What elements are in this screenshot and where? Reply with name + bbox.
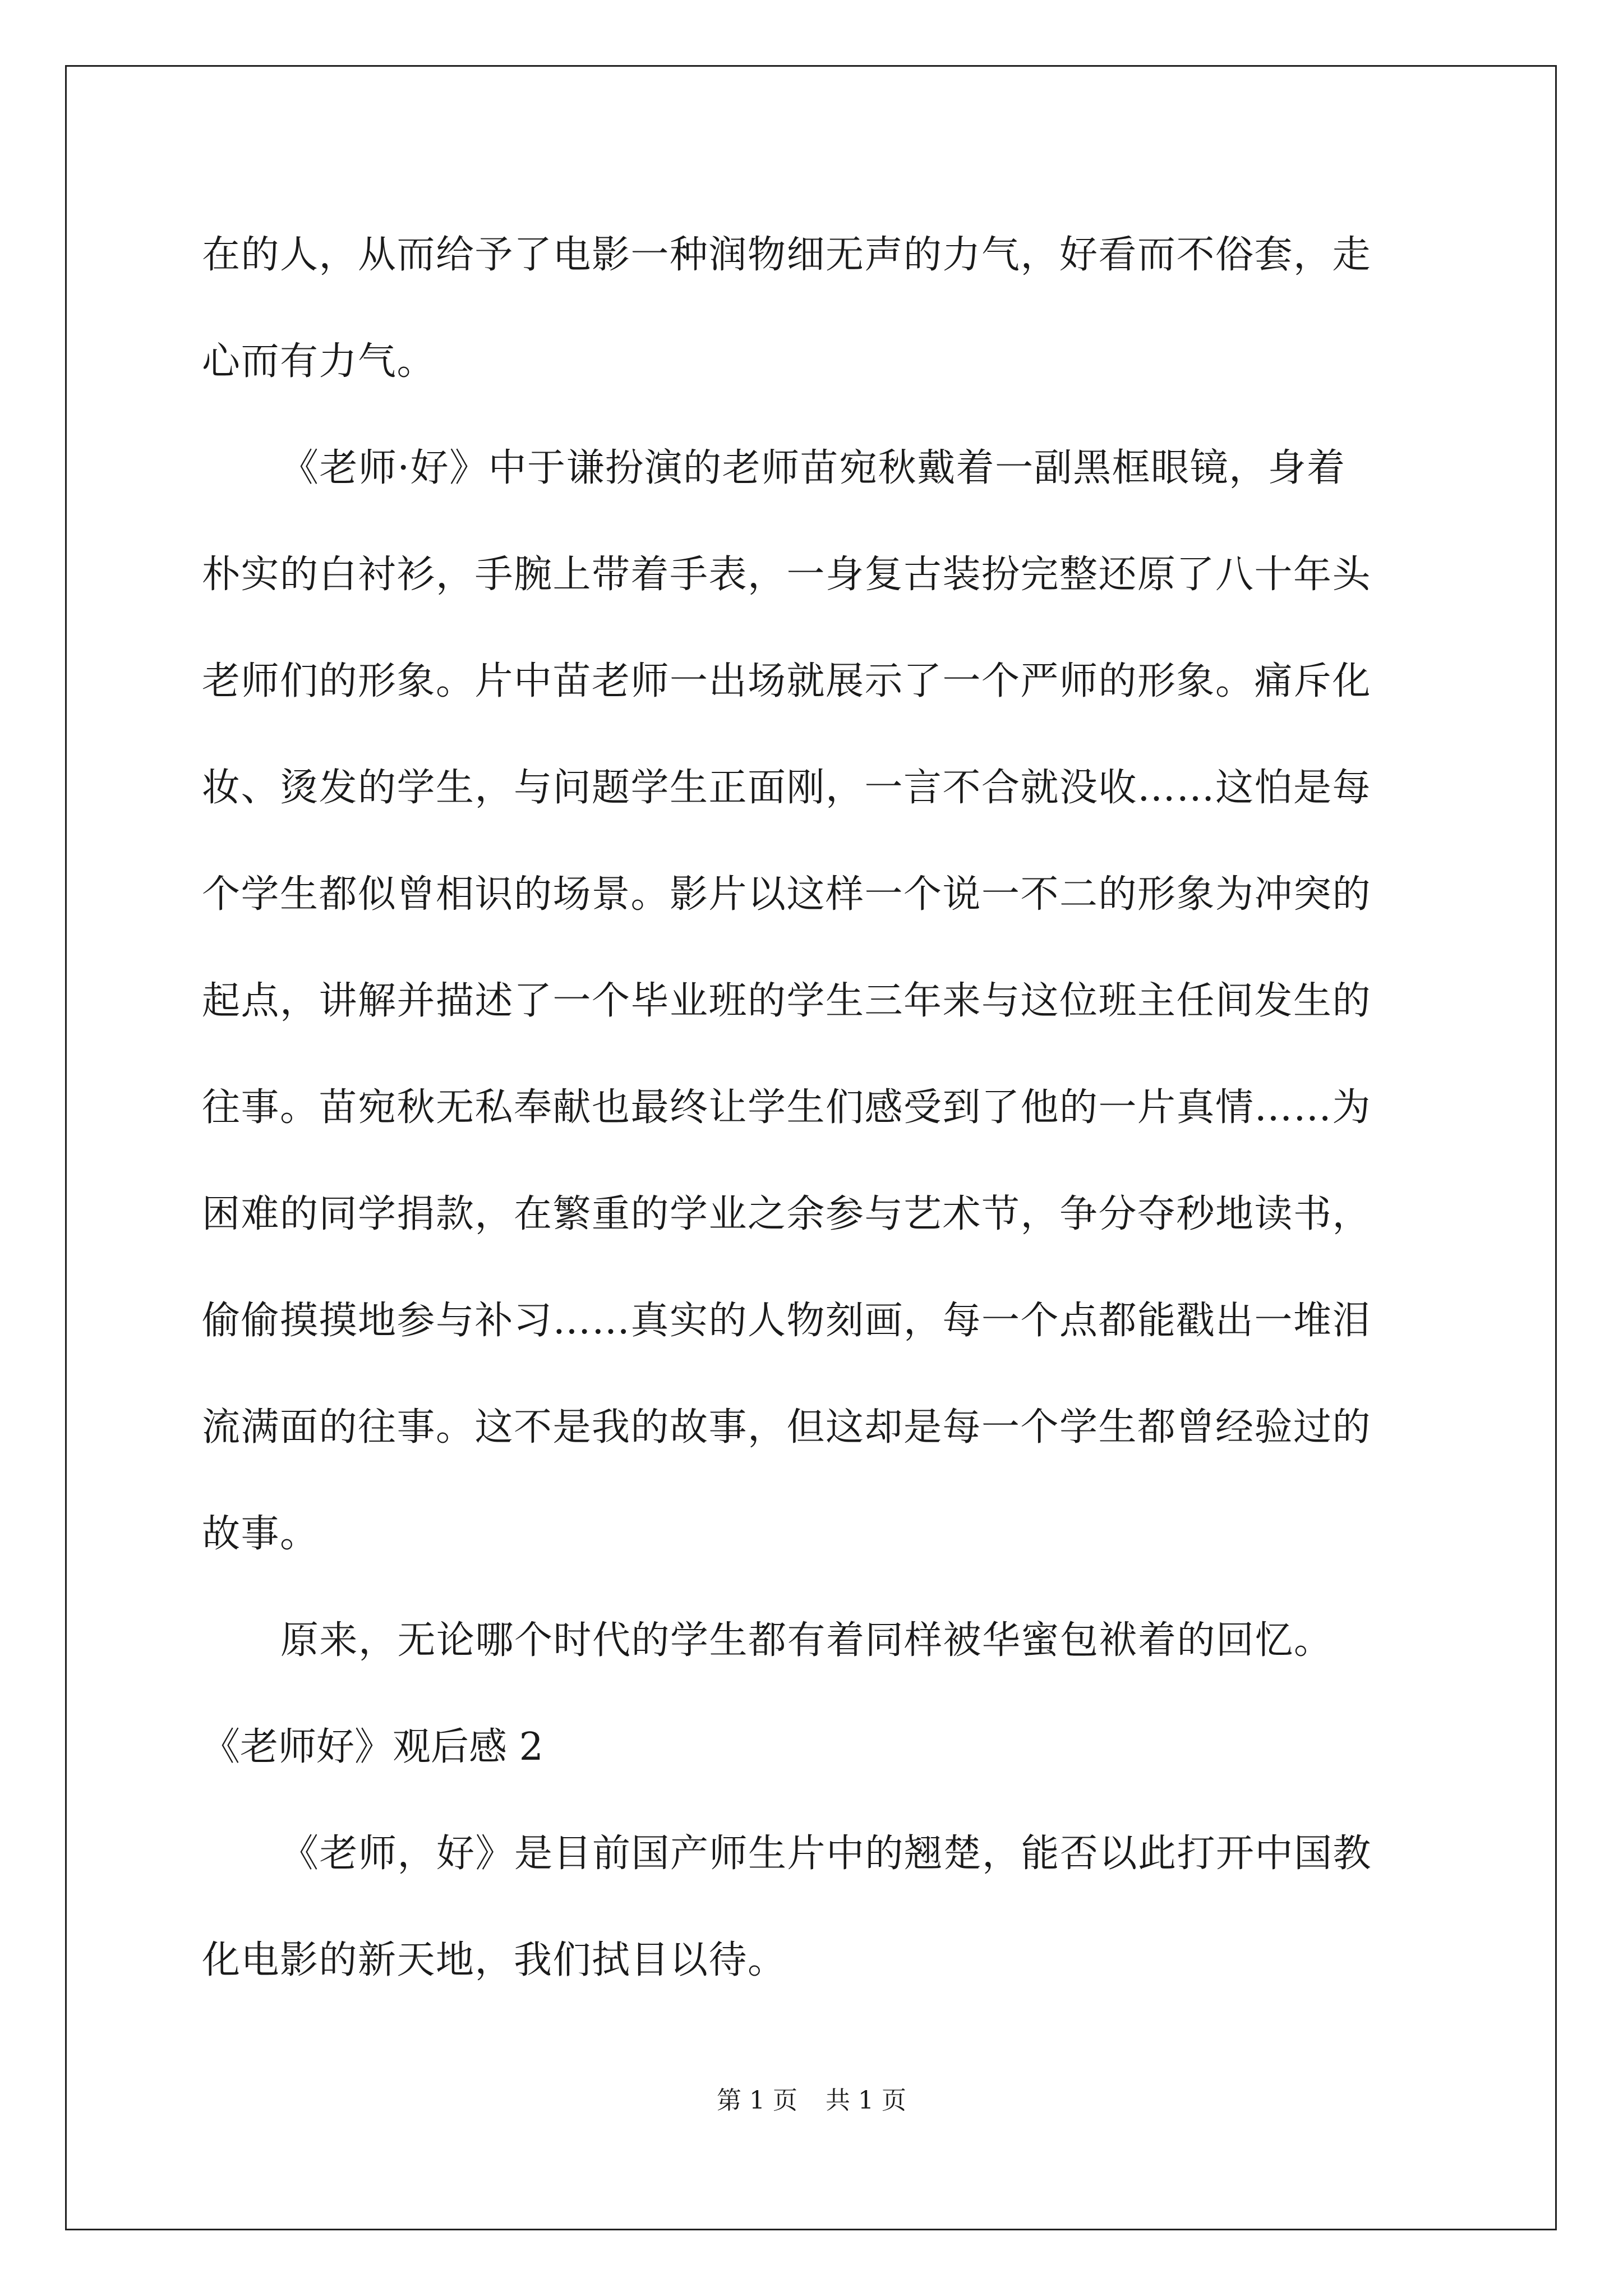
page-total: 共 1 页 xyxy=(826,2086,906,2115)
text-line-2: 心而有力气。 xyxy=(202,339,436,384)
text-line-11: 偷偷摸摸地参与补习……真实的人物刻画，每一个点都能戳出一堆泪 xyxy=(202,1299,1372,1343)
text-line-12: 流满面的往事。这不是我的故事，但这却是每一个学生都曾经验过的 xyxy=(202,1405,1372,1450)
text-line-1: 在的人，从而给予了电影一种润物细无声的力气，好看而不俗套，走 xyxy=(202,233,1372,277)
text-line-10: 困难的同学捐款，在繁重的学业之余参与艺术节，争分夺秒地读书， xyxy=(202,1192,1372,1236)
text-line-6: 妆、烫发的学生，与问题学生正面刚，一言不合就没收……这怕是每 xyxy=(202,766,1372,810)
text-line-17: 化电影的新天地，我们拭目以待。 xyxy=(202,1938,787,1982)
text-line-9: 往事。苗宛秋无私奉献也最终让学生们感受到了他的一片真情……为 xyxy=(202,1085,1372,1130)
text-line-16: 《老师，好》是目前国产师生片中的翘楚，能否以此打开中国教 xyxy=(280,1832,1372,1876)
text-line-8: 起点，讲解并描述了一个毕业班的学生三年来与这位班主任间发生的 xyxy=(202,979,1372,1023)
page-number: 第 1 页 xyxy=(717,2086,797,2115)
text-line-13: 故事。 xyxy=(202,1512,319,1556)
text-line-4: 朴实的白衬衫，手腕上带着手表，一身复古装扮完整还原了八十年头 xyxy=(202,553,1372,597)
text-line-14: 原来，无论哪个时代的学生都有着同样被华蜜包袱着的回忆。 xyxy=(280,1618,1333,1663)
page-footer xyxy=(0,2080,1623,2116)
document-body xyxy=(202,222,1424,2033)
text-line-3: 《老师·好》中于谦扮演的老师苗宛秋戴着一副黑框眼镜，身着 xyxy=(280,446,1346,490)
text-line-7: 个学生都似曾相识的场景。影片以这样一个说一不二的形象为冲突的 xyxy=(202,872,1372,917)
section-heading: 《老师好》观后感 2 xyxy=(202,1725,543,1769)
text-line-5: 老师们的形象。片中苗老师一出场就展示了一个严师的形象。痛斥化 xyxy=(202,659,1372,703)
